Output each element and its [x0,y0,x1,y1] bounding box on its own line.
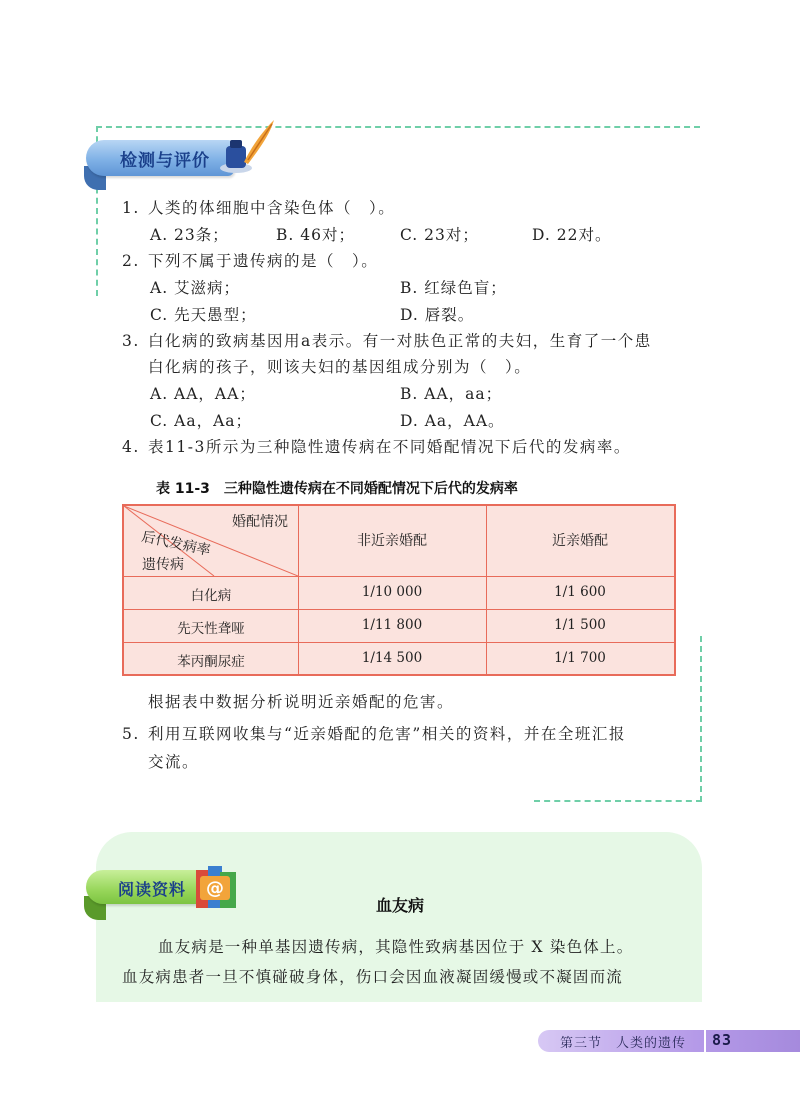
question-text: 下列不属于遗传病的是（ ）。 [148,252,379,270]
question-number: 2. [122,252,140,270]
question-3-line2: 白化病的孩子，则该夫妇的基因组成分别为（ ）。 [148,358,532,376]
q1-option-a: A. 23条； [150,226,229,244]
frame-dash-bottom [534,800,702,802]
reading-paragraph-line2: 血友病患者一旦不慎碰破身体，伤口会因血液凝固缓慢或不凝固而流 [122,968,624,986]
question-3 [122,329,652,351]
table-cell: 1/14 500 [361,650,423,666]
q3-option-d: D. Aa，AA。 [400,412,505,430]
footer-section-title: 第三节 人类的遗传 [560,1036,687,1051]
column-header: 近亲婚配 [552,533,608,549]
question-number: 3. [122,332,140,350]
table-row-divider [124,642,674,643]
table-row-divider [124,609,674,610]
diag-header-bottom-left: 遗传病 [142,557,184,573]
question-4 [122,435,631,457]
diag-header-middle: 后代发病率 [140,528,212,560]
table-cell: 1/1 500 [554,617,606,633]
column-header: 非近亲婚配 [357,533,427,549]
question-text: 白化病的致病基因用a表示。有一对肤色正常的夫妇，生育了一个患 [148,332,652,350]
reading-heading: 血友病 [375,896,424,915]
q2-option-d: D. 唇裂。 [400,306,475,324]
question-text: 表11-3所示为三种隐性遗传病在不同婚配情况下后代的发病率。 [148,438,631,456]
question-number: 4. [122,438,140,456]
q1-option-c: C. 23对； [400,226,479,244]
table-cell: 1/1 600 [554,584,606,600]
table-cell: 1/11 800 [361,617,423,633]
q2-option-b: B. 红绿色盲； [400,279,507,297]
question-1 [122,196,395,218]
section-title: 检测与评价 [120,151,210,171]
question-2 [122,249,378,271]
question-5 [122,722,626,744]
footer-separator [704,1028,706,1054]
q3-option-b: B. AA，aa； [400,385,503,403]
q3-option-c: C. Aa，Aa； [150,412,253,430]
diag-header-top-right: 婚配情况 [232,514,288,530]
question-text: 人类的体细胞中含染色体（ ）。 [148,199,396,217]
row-header: 白化病 [190,588,232,604]
q1-option-b: B. 46对； [276,226,355,244]
table-row-divider [124,576,674,577]
frame-dash-top [96,126,700,128]
q2-option-a: A. 艾滋病； [150,279,241,297]
svg-text:@: @ [206,878,224,899]
question-number: 5. [122,725,140,743]
question-5-line2: 交流。 [148,753,200,771]
question-text: 利用互联网收集与“近亲婚配的危害”相关的资料，并在全班汇报 [148,725,626,743]
q1-option-d: D. 22对。 [532,226,612,244]
question-4-followup: 根据表中数据分析说明近亲婚配的危害。 [148,693,455,711]
frame-dash-right [700,636,702,802]
reading-label: 阅读资料 [118,880,187,899]
table-cell: 1/1 700 [554,650,606,666]
row-header: 苯丙酮尿症 [177,654,245,670]
q3-option-a: A. AA，AA； [150,385,256,403]
table-cell: 1/10 000 [361,584,423,600]
table-caption: 表 11-3 三种隐性遗传病在不同婚配情况下后代的发病率 [156,481,518,497]
data-table [122,504,676,676]
page-number: 83 [712,1031,733,1049]
row-header: 先天性聋哑 [177,621,245,637]
q2-option-c: C. 先天愚型； [150,306,257,324]
reading-paragraph-line1: 血友病是一种单基因遗传病，其隐性致病基因位于 X 染色体上。 [158,938,634,956]
ink-pen-icon [218,116,278,176]
question-number: 1. [122,199,140,217]
